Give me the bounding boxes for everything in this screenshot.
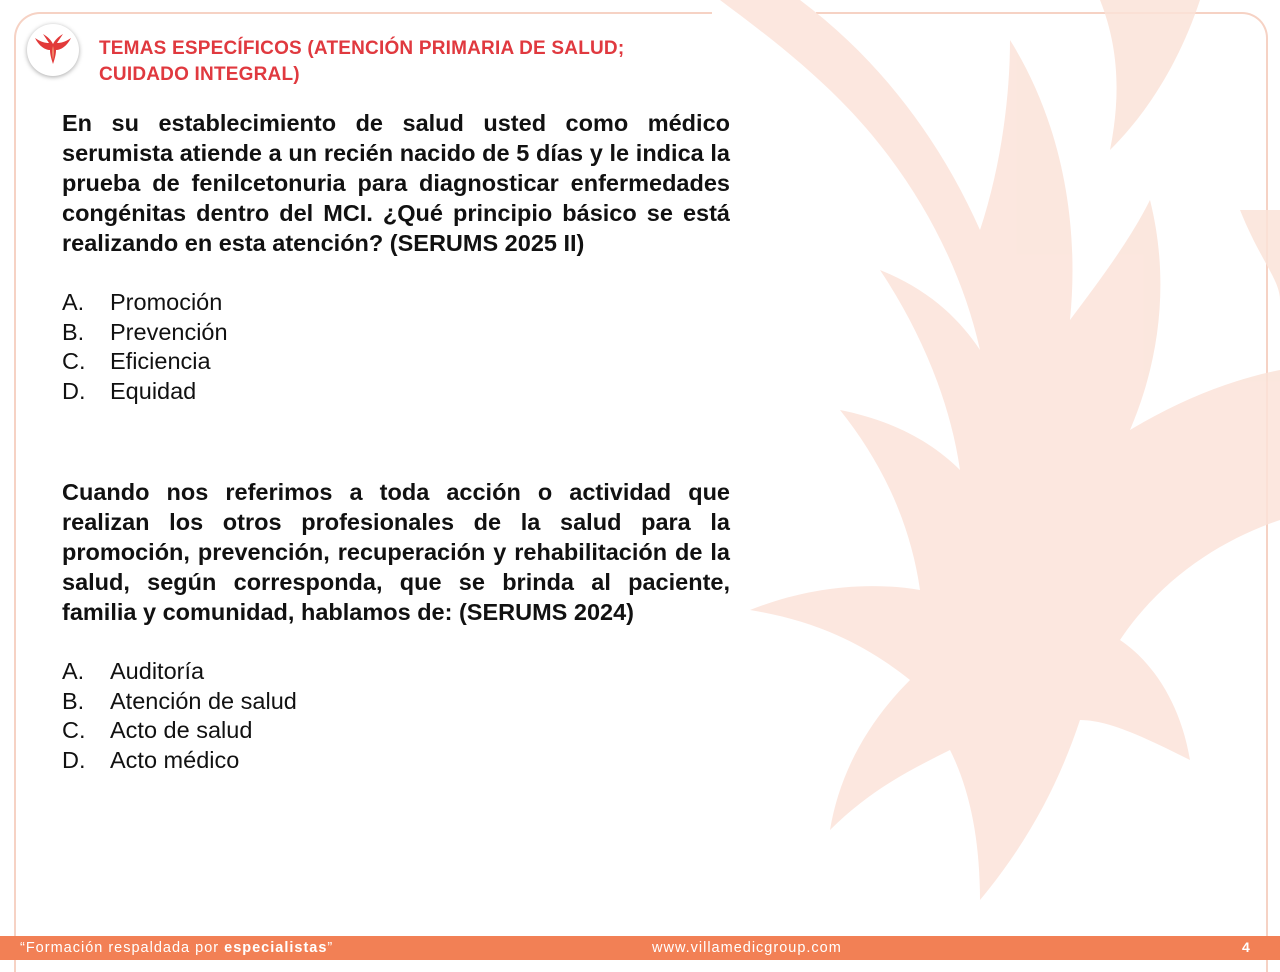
slogan-bold: especialistas [224, 940, 328, 956]
option-text: Acto médico [110, 747, 240, 774]
footer-slogan [20, 940, 333, 956]
option-letter: D. [62, 378, 86, 405]
page-title [99, 36, 699, 88]
option-letter: A. [62, 289, 85, 315]
phoenix-watermark-icon [680, 0, 1280, 936]
option-letter: D. [62, 747, 86, 774]
phoenix-logo-icon [33, 34, 73, 66]
option-item [62, 318, 722, 348]
title-line-1: TEMAS ESPECÍFICOS (ATENCIÓN PRIMARIA DE SALUD; [99, 38, 625, 59]
option-letter: B. [62, 687, 85, 714]
question-1-text: En su establecimiento de salud usted como médico serumista atiende a un recién nacido de 5 días y le indica la prueba de fenilcetonuria para diagnosticar enfermedades congénitas dentro del MCI. ¿Qué principio básico se está realizando en esta atención? (SERUMS 2025 II) [62, 110, 730, 256]
option-letter: C. [62, 717, 86, 744]
question-2-options [62, 657, 722, 776]
footer-url: www.villamedicgroup.com [652, 940, 842, 956]
option-letter: A. [62, 658, 85, 684]
option-letter: C. [62, 348, 86, 375]
option-letter: B. [62, 318, 85, 345]
option-text: Equidad [110, 378, 197, 405]
option-item [62, 288, 722, 318]
option-text: Promoción [110, 289, 223, 315]
option-item [62, 687, 722, 717]
option-item [62, 746, 722, 776]
logo-badge [27, 24, 79, 76]
option-text: Acto de salud [110, 717, 253, 744]
option-item [62, 347, 722, 377]
question-2-text: Cuando nos referimos a toda acción o actividad que realizan los otros profesionales de la salud para la promoción, prevención, recuperación y rehabilitación de la salud, según corresponda, que se brinda al paciente, familia y comunidad, hablamos de: (SERUMS 2024) [62, 479, 730, 625]
option-text: Atención de salud [110, 687, 297, 714]
slogan-prefix: “Formación respaldada por [20, 940, 225, 956]
title-line-2: CUIDADO INTEGRAL) [99, 64, 300, 85]
option-text: Eficiencia [110, 348, 211, 375]
option-text: Auditoría [110, 658, 205, 684]
question-1-options [62, 288, 722, 407]
slogan-suffix: ” [327, 940, 334, 956]
option-item [62, 716, 722, 746]
option-item [62, 377, 722, 407]
option-text: Prevención [110, 318, 228, 345]
option-item [62, 657, 722, 687]
footer-bar [0, 936, 1280, 960]
page-number: 4 [1242, 939, 1251, 955]
